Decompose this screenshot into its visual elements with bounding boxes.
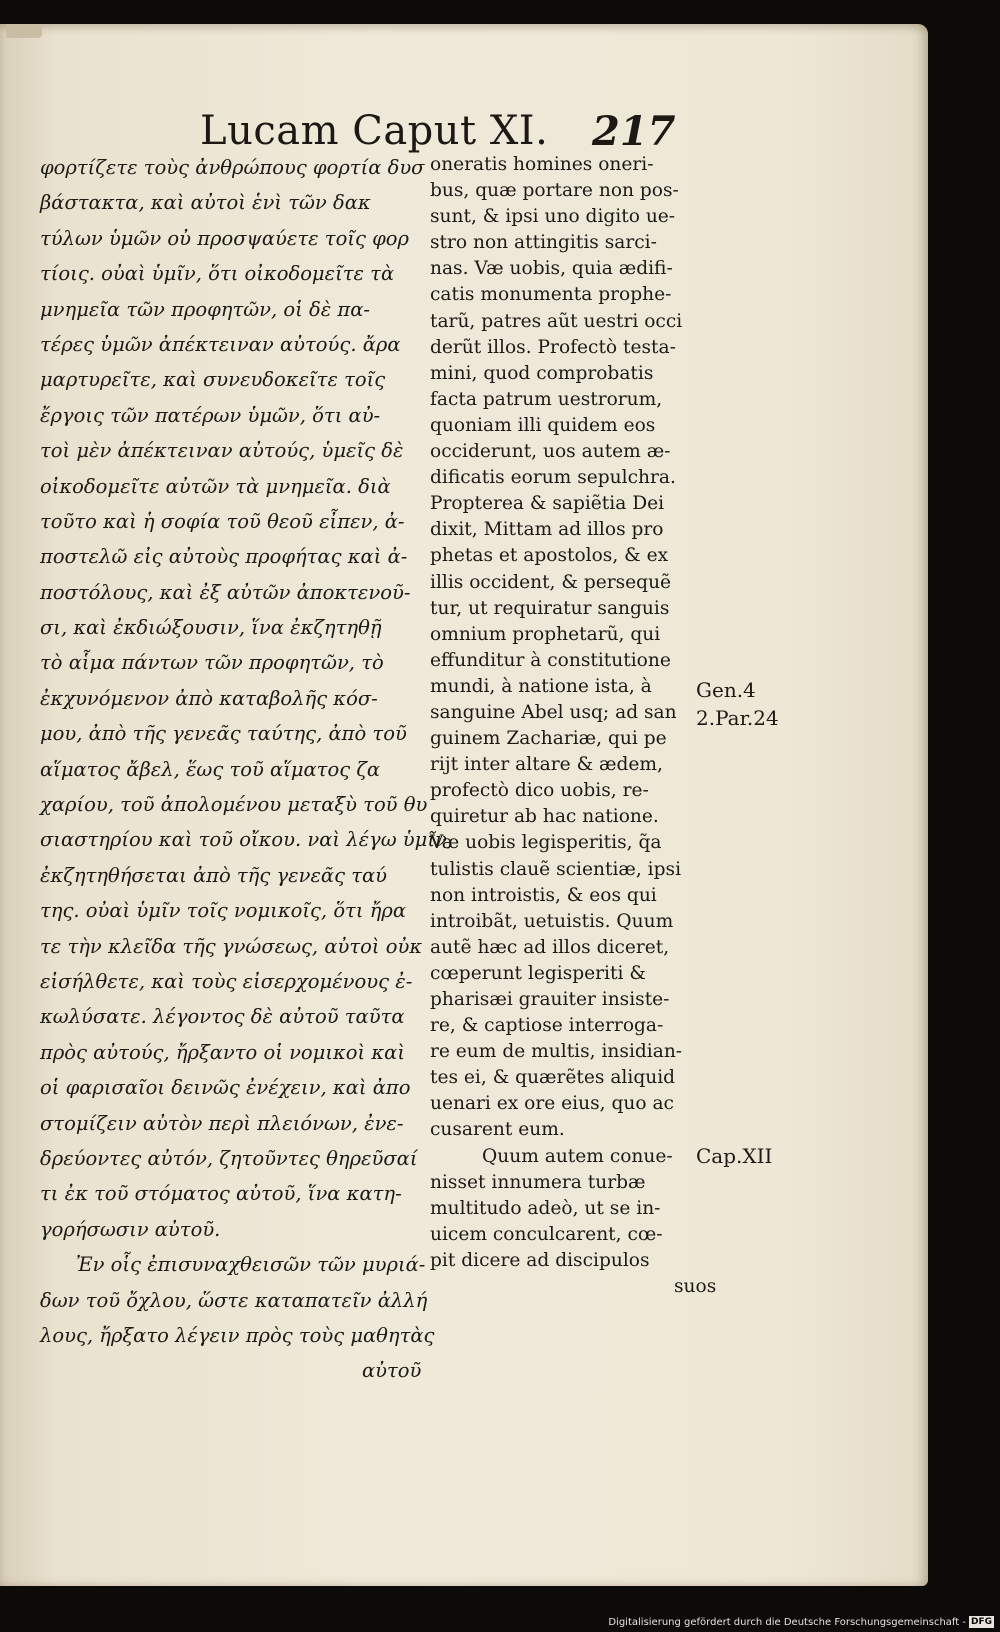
latin-line: occiderunt, uos autem æ- <box>430 441 671 463</box>
greek-line: ἔργοις τῶν πατέρων ὑμῶν, ὅτι αὐ- <box>40 403 381 427</box>
greek-line: κωλύσατε. λέγοντος δὲ αὐτοῦ ταῦτα <box>40 1005 405 1029</box>
page-corner-mark <box>6 24 42 38</box>
greek-line: της. οὐαὶ ὑμῖν τοῖς νομικοῖς, ὅτι ἤρα <box>40 899 407 923</box>
latin-line: tarũ, patres aũt uestri occi <box>430 310 683 332</box>
latin-line: uenari ex ore eius, quo ac <box>430 1093 674 1115</box>
latin-line: quiretur ab hac natione. <box>430 806 659 828</box>
greek-line: τοῦτο καὶ ἡ σοφία τοῦ θεοῦ εἶπεν, ἀ- <box>40 509 405 533</box>
greek-line: σιαστηρίου καὶ τοῦ οἴκου. ναὶ λέγω ὑμῖν, <box>40 828 454 852</box>
greek-line: τοὶ μὲν ἀπέκτειναν αὐτούς, ὑμεῖς δὲ <box>40 439 404 463</box>
latin-line: oneratis homines oneri- <box>430 154 654 175</box>
greek-line: τέρες ὑμῶν ἀπέκτειναν αὐτούς. ἄρα <box>40 332 401 356</box>
greek-text-column <box>40 150 454 1389</box>
greek-line: στομίζειν αὐτὸν περὶ πλειόνων, ἐνε- <box>40 1111 404 1135</box>
greek-line: σι, καὶ ἐκδιώξουσιν, ἵνα ἐκζητηθῇ <box>40 616 382 640</box>
latin-line: tur, ut requiratur sanguis <box>430 597 670 619</box>
latin-line: pharisæi grauiter insiste- <box>430 989 670 1010</box>
latin-line: profectò dico uobis, re- <box>430 780 649 802</box>
latin-line: phetas et apostolos, & ex <box>430 545 669 567</box>
greek-line: ἐκζητηθήσεται ἀπὸ τῆς γενεᾶς ταύ <box>40 863 388 887</box>
greek-line: τε τὴν κλεῖδα τῆς γνώσεως, αὐτοὶ οὐκ <box>40 934 423 958</box>
greek-line: πρὸς αὐτούς, ἤρξαντο οἱ νομικοὶ καὶ <box>40 1040 405 1064</box>
latin-line: dixit, Mittam ad illos pro <box>430 519 664 541</box>
latin-line: multitudo adeò, ut se in- <box>430 1197 661 1219</box>
latin-line: catis monumenta prophe- <box>430 284 672 306</box>
greek-line: μνημεῖα τῶν προφητῶν, οἱ δὲ πα- <box>40 297 370 321</box>
latin-line: nisset innumera turbæ <box>430 1171 646 1193</box>
greek-line: αἵματος ἄβελ, ἕως τοῦ αἵματος ζα <box>40 757 381 781</box>
greek-line: οἱ φαρισαῖοι δεινῶς ἐνέχειν, καὶ ἀπο <box>40 1076 411 1100</box>
greek-line: δων τοῦ ὄχλου, ὥστε καταπατεῖν ἀλλή <box>40 1288 428 1312</box>
greek-line: τι ἐκ τοῦ στόματος αὐτοῦ, ἵνα κατη- <box>40 1182 402 1206</box>
latin-line: tulistis clauẽ scientiæ, ipsi <box>430 858 682 880</box>
greek-line: δρεύοντες αὐτόν, ζητοῦντες θηρεῦσαί <box>40 1146 418 1170</box>
latin-line: bus, quæ portare non pos- <box>430 180 679 202</box>
margin-note-gen: Gen.4 <box>696 678 756 702</box>
footer-bar <box>0 1610 1000 1632</box>
latin-line: illis occident, & persequẽ <box>430 571 672 593</box>
funding-credit: Digitalisierung gefördert durch die Deutsche Forschungsgemeinschaft - <box>608 1617 966 1628</box>
latin-line: effunditur à constitutione <box>430 649 671 671</box>
page-number: 217 <box>592 108 676 155</box>
greek-line: μαρτυρεῖτε, καὶ συνευδοκεῖτε τοῖς <box>40 368 386 392</box>
greek-line: Ἐν οἷς ἐπισυναχθεισῶν τῶν μυριά- <box>76 1253 426 1277</box>
latin-line: cœperunt legisperiti & <box>430 962 646 984</box>
greek-line: λους, ἤρξατο λέγειν πρὸς τοὺς μαθητὰς <box>40 1323 435 1347</box>
latin-line: guinem Zachariæ, qui pe <box>430 728 667 750</box>
latin-line: uicem conculcarent, cœ- <box>430 1223 663 1245</box>
latin-text-column <box>430 152 717 1300</box>
latin-line: rijt inter altare & ædem, <box>430 754 663 776</box>
latin-line: Propterea & sapiẽtia Dei <box>430 493 665 515</box>
margin-note-cap: Cap.XII <box>696 1144 773 1168</box>
latin-line: suos <box>674 1276 717 1298</box>
greek-line: φορτίζετε τοὺς ἀνθρώπους φορτία δυσ <box>40 156 425 179</box>
latin-line: Quum autem conue- <box>482 1145 673 1167</box>
latin-line: re, & captiose interroga- <box>430 1015 664 1037</box>
latin-line: mini, quod comprobatis <box>430 362 654 384</box>
greek-line: μου, ἀπὸ τῆς γενεᾶς ταύτης, ἀπὸ τοῦ <box>40 722 407 746</box>
greek-line: εἰσήλθετε, καὶ τοὺς εἰσερχομένους ἐ- <box>40 969 413 993</box>
latin-line: cusarent eum. <box>430 1119 565 1141</box>
greek-line: ἐκχυνόμενον ἀπὸ καταβολῆς κόσ- <box>40 686 378 710</box>
latin-line: Væ uobis legisperitis, q̃a <box>430 832 662 854</box>
latin-line: dificatis eorum sepulchra. <box>430 467 676 489</box>
latin-line: non introistis, & eos qui <box>430 884 657 906</box>
dfg-logo: DFG <box>970 1617 992 1627</box>
latin-line: re eum de multis, insidian- <box>430 1041 683 1063</box>
latin-line: mundi, à natione ista, à <box>430 675 652 697</box>
latin-line: nas. Væ uobis, quia ædifi- <box>430 258 673 280</box>
greek-line: ποστελῶ εἰς αὐτοὺς προφήτας καὶ ἀ- <box>40 545 408 569</box>
latin-line: facta patrum uestrorum, <box>430 388 663 410</box>
latin-line: autẽ hæc ad illos diceret, <box>430 936 670 958</box>
greek-line: γορήσωσιν αὐτοῦ. <box>40 1217 221 1241</box>
running-title: Lucam Caput XI. <box>200 108 549 154</box>
latin-line: stro non attingitis sarci- <box>430 232 657 254</box>
latin-line: omnium prophetarũ, qui <box>430 623 661 645</box>
latin-line: quoniam illi quidem eos <box>430 414 656 436</box>
greek-line: αὐτοῦ <box>362 1359 422 1383</box>
latin-line: tes ei, & quærẽtes aliquid <box>430 1067 676 1089</box>
greek-line: χαρίου, τοῦ ἀπολομένου μεταξὺ τοῦ θυ <box>40 793 428 817</box>
greek-line: οἰκοδομεῖτε αὐτῶν τὰ μνημεῖα. διὰ <box>40 474 391 498</box>
latin-line: sunt, & ipsi uno digito ue- <box>430 206 676 228</box>
greek-line: βάστακτα, καὶ αὐτοὶ ἑνὶ τῶν δακ <box>40 191 371 215</box>
greek-line: τίοις. οὐαὶ ὑμῖν, ὅτι οἰκοδομεῖτε τὰ <box>40 262 395 286</box>
margin-note-par: 2.Par.24 <box>696 706 779 730</box>
latin-line: sanguine Abel usq; ad san <box>430 701 677 723</box>
latin-line: pit dicere ad discipulos <box>430 1249 650 1271</box>
greek-line: ποστόλους, καὶ ἐξ αὐτῶν ἀποκτενοῦ- <box>40 580 411 604</box>
greek-line: τύλων ὑμῶν οὐ προσψαύετε τοῖς φορ <box>40 226 409 250</box>
greek-line: τὸ αἷμα πάντων τῶν προφητῶν, τὸ <box>40 651 384 675</box>
latin-line: derũt illos. Profectò testa- <box>430 336 676 358</box>
latin-line: introibãt, uetuistis. Quum <box>430 910 674 932</box>
